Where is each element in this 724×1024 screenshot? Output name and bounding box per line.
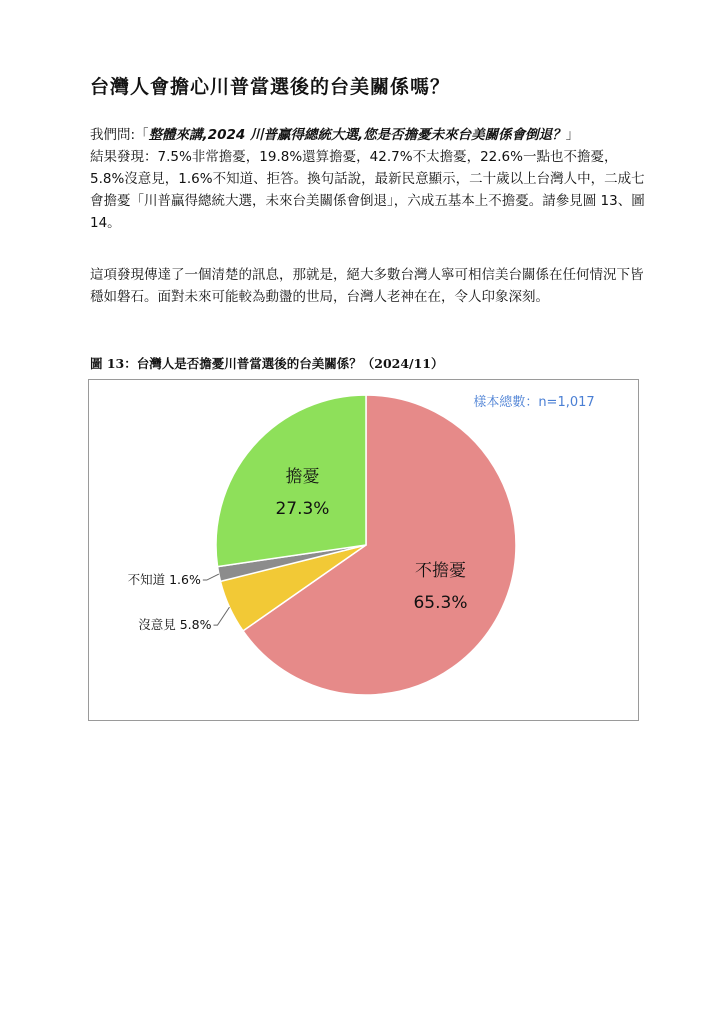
- results-text: 結果發現：7.5%非常擔憂，19.8%還算擔憂，42.7%不太擔憂，22.6%一點也不擔憂，5.8%沒意見，1.6%不知道、拒答。換句話說，最新民意顯示，二十歲以上台灣人中，二成七會擔憂「川普贏得總統大選，未來台美關係會倒退」，六成五基本上不擔憂。請參見圖 13、圖 14。: [90, 149, 645, 231]
- sample-size-note: 樣本總數：n=1,017: [473, 395, 595, 410]
- pie-chart-frame: [88, 379, 639, 721]
- slice-label-3: 擔憂: [285, 467, 320, 488]
- survey-question: 整體來講,2024 川普贏得總統大選,您是否擔憂未來台美關係會倒退？: [148, 127, 566, 143]
- slice-value-label-0: 65.3%: [413, 592, 468, 613]
- leader-line-2: [203, 574, 219, 580]
- figure-caption: 圖 13：台灣人是否擔憂川普當選後的台美關係？（2024/11）: [90, 356, 444, 371]
- slice-outside-label-2: 不知道 1.6%: [127, 572, 201, 588]
- slice-value-label-3: 27.3%: [275, 499, 330, 520]
- slice-outside-label-1: 沒意見 5.8%: [138, 617, 212, 633]
- paragraph-results: [90, 124, 646, 234]
- slice-label-0: 不擔憂: [414, 560, 466, 581]
- leader-line-1: [213, 607, 229, 625]
- page-title: 台灣人會擔心川普當選後的台美關係嗎？: [90, 76, 451, 98]
- question-lead: 我們問:「: [90, 127, 149, 143]
- paragraph-interpretation: 這項發現傳達了一個清楚的訊息，那就是，絕大多數台灣人寧可相信美台關係在任何情況下皆穩如磐石。面對未來可能較為動盪的世局，台灣人老神在在，令人印象深刻。: [90, 267, 644, 305]
- question-close: 」: [565, 127, 580, 143]
- pie-chart: [89, 380, 640, 722]
